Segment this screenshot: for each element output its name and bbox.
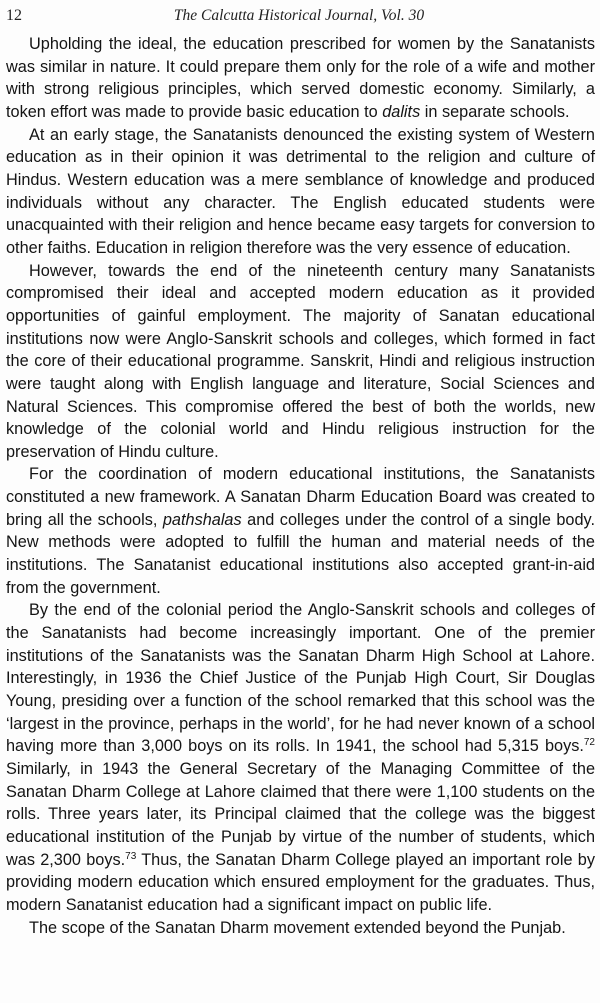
paragraph-text: Upholding the ideal, the education prescribed for women by the Sanatanists was similar in nature. It could prepare them only for the role of a wife and mother with strong religious principles, which served domestic economy. Similarly, a token effort was made to provide basic education to xyxy=(6,35,595,121)
paragraph xyxy=(6,463,595,599)
paragraph-text: Similarly, in 1943 the General Secretary of the Managing Committee of the Sanatan Dharm College at Lahore claimed that there were 1,100 students on the rolls. Three years later, its Principal claimed that the college was the biggest educational institution of the Punjab by virtue of the number of students, which was 2,300 boys. xyxy=(6,760,595,869)
emphasis-term: dalits xyxy=(382,102,421,121)
running-head: The Calcutta Historical Journal, Vol. 30 xyxy=(173,7,425,24)
body-text xyxy=(6,33,595,939)
emphasis-term: pathshalas xyxy=(162,510,242,529)
paragraph-text: Thus, the Sanatan Dharm College played an important role by providing modern education which ensured employment for the graduates. Thus, modern Sanatanist education had a significant impact on public life. xyxy=(6,850,595,914)
paragraph xyxy=(6,917,595,940)
paragraph-text: in separate schools. xyxy=(420,102,570,121)
paragraph-text: and colleges under the control of a single body. New methods were adopted to fulfill the human and material needs of the institutions. The Sanatanist educational institutions also accepted grant-in-aid from the government. xyxy=(6,510,596,597)
paragraph xyxy=(6,33,595,124)
footnote-ref: 73 xyxy=(125,850,137,862)
page-header xyxy=(6,7,592,29)
paragraph-text: At an early stage, the Sanatanists denounced the existing system of Western education as in their opinion it was detrimental to the religion and culture of Hindus. Western education was a mere semblance of knowledge and produced individuals without any character. The English educated students were unacquainted with their religion and hence became easy targets for conversion to other faiths. Education in religion therefore was the very essence of education. xyxy=(6,125,595,257)
paragraph xyxy=(6,260,595,464)
paragraph xyxy=(6,124,595,260)
paragraph-text: However, towards the end of the nineteenth century many Sanatanists compromised their ideal and accepted modern education as it provided opportunities of gainful employment. The majority of Sanatan educational institutions now were Anglo-Sanskrit schools and colleges, which formed in fact the core of their educational programme. Sanskrit, Hindi and religious instruction were taught along with English language and literature, Social Sciences and Natural Sciences. This compromise offered the best of both the worlds, new knowledge of the colonial world and Hindu religious instruction for the preservation of Hindu culture. xyxy=(6,261,595,461)
page-number: 12 xyxy=(6,7,22,24)
paragraph xyxy=(6,599,595,916)
paragraph-text: By the end of the colonial period the Anglo-Sanskrit schools and colleges of the Sanatanists had become increasingly important. One of the premier institutions of the Sanatanists was the Sanatan Dharm High School at Lahore. Interestingly, in 1936 the Chief Justice of the Punjab High Court, Sir Douglas Young, presiding over a function of the school remarked that this school was the ‘largest in the province, perhaps in the world’, for he had never known of a school having more than 3,000 boys on its rolls. In 1941, the school had 5,315 boys. xyxy=(6,601,595,756)
paragraph-text: The scope of the Sanatan Dharm movement extended beyond the Punjab. xyxy=(29,918,566,937)
footnote-ref: 72 xyxy=(583,737,595,749)
paragraph-text: For the coordination of modern educational institutions, the Sanatanists constituted a new framework. A Sanatan Dharm Education Board was created to bring all the schools, xyxy=(6,465,595,529)
